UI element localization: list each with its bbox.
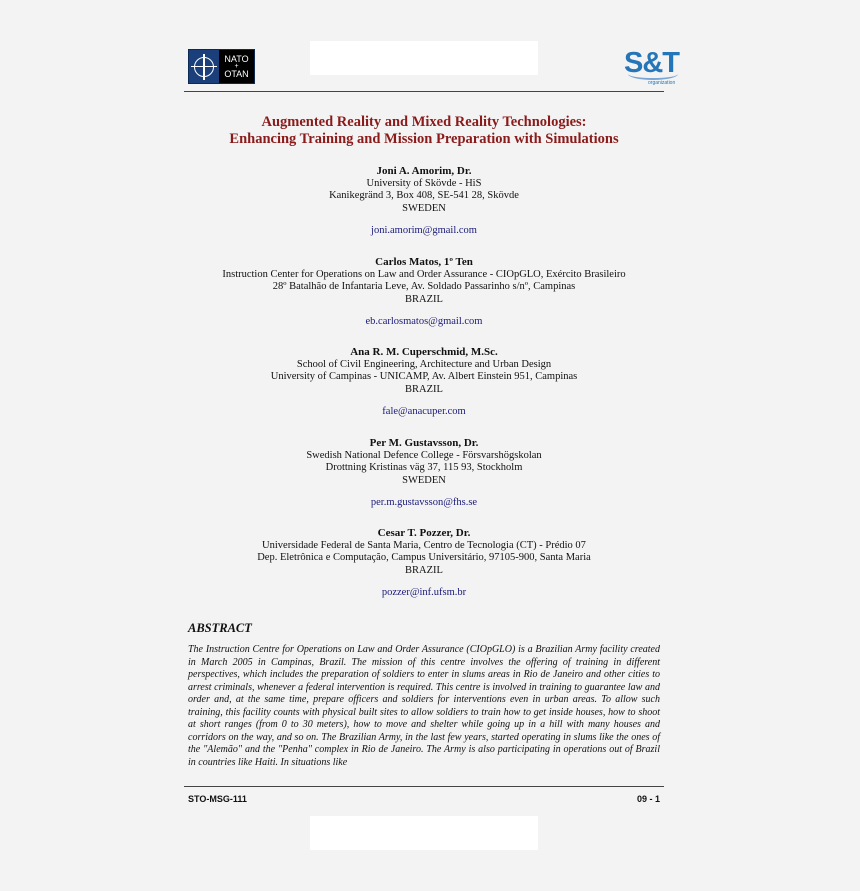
nato-logo-text — [219, 50, 254, 83]
nato-logo-plus: + — [234, 63, 239, 70]
author-name: Carlos Matos, 1º Ten — [375, 256, 473, 268]
author-email[interactable]: eb.carlosmatos@gmail.com — [365, 316, 483, 327]
author-block — [184, 346, 664, 397]
author-block — [184, 165, 664, 216]
author-block — [184, 527, 664, 578]
author-name: Per M. Gustavsson, Dr. — [369, 437, 479, 449]
author-address: 28º Batalhão de Infantaria Leve, Av. Soldado Passarinho s/nº, Campinas — [272, 281, 576, 293]
blank-box-bottom — [310, 816, 538, 850]
author-country: SWEDEN — [402, 203, 446, 215]
author-name: Joni A. Amorim, Dr. — [376, 165, 472, 177]
nato-logo — [188, 49, 255, 84]
paper-title-line2: Enhancing Training and Mission Preparation with Simulations — [229, 131, 619, 147]
author-country: BRAZIL — [405, 565, 443, 577]
footer-document-id: STO-MSG-111 — [188, 794, 247, 804]
nato-compass-icon — [189, 50, 219, 83]
footer-page-number: 09 - 1 — [636, 794, 660, 804]
sto-logo — [624, 48, 679, 87]
nato-logo-line2: OTAN — [224, 69, 249, 79]
paper-title-line1: Augmented Reality and Mixed Reality Technologies: — [261, 114, 587, 130]
sto-logo-subtext: organization — [648, 80, 676, 86]
author-affiliation: Instruction Center for Operations on Law and Order Assurance - CIOpGLO, Exército Brasileiro — [222, 268, 626, 280]
author-block — [184, 256, 664, 307]
author-email[interactable]: fale@anacuper.com — [382, 406, 466, 417]
footer-rule — [184, 786, 664, 787]
author-affiliation: Universidade Federal de Santa Maria, Centro de Tecnologia (CT) - Prédio 07 — [262, 539, 586, 551]
abstract-body: The Instruction Centre for Operations on Law and Order Assurance (CIOpGLO) is a Brazilian Army facility created in March 2005 in Campinas, Brazil. The mission of this centre involves the offering of training in different perspectives, which includes the preparation of soldiers to enter in slums areas in Rio de Janeiro and other cities to arrest criminals, whenever a federal intervention is required. This centre is involved in training to guarantee law and order and, at the same time, prepare officers and soldiers for interventions even in urban areas. To allow such training, this facility counts with physical built sites to allow soldiers to train how to get inside houses, how to shoot at short ranges (from 0 to 30 meters), how to move and shelter while going up in a hill with many houses and corridors on the way, and so on. The Brazilian Army, in the last few years, started operating in slums like the ones of the "Alemão" and the "Penha" complex in Rio de Janeiro. The Army is also participating in operations out of Brazil in countries like Haiti. In situations like — [188, 644, 660, 768]
author-address: Kanikegränd 3, Box 408, SE-541 28, Skövde — [329, 190, 519, 202]
author-affiliation: Swedish National Defence College - Försvarshögskolan — [306, 449, 542, 461]
nato-logo-line1: NATO — [224, 54, 249, 64]
blank-box-top — [310, 41, 538, 75]
sto-logo-mark: S&T — [624, 47, 679, 79]
author-email[interactable]: joni.amorim@gmail.com — [371, 225, 477, 236]
author-country: BRAZIL — [405, 384, 443, 396]
author-country: BRAZIL — [405, 294, 443, 306]
author-affiliation: University of Skövde - HiS — [366, 177, 482, 189]
author-address: University of Campinas - UNICAMP, Av. Albert Einstein 951, Campinas — [270, 371, 578, 383]
author-email[interactable]: per.m.gustavsson@fhs.se — [370, 497, 478, 508]
author-block — [184, 437, 664, 488]
author-email[interactable]: pozzer@inf.ufsm.br — [381, 587, 467, 598]
author-address: Drottning Kristinas väg 37, 115 93, Stockholm — [325, 462, 523, 474]
author-affiliation: School of Civil Engineering, Architecture and Urban Design — [296, 358, 552, 370]
header-rule — [184, 91, 664, 92]
abstract-heading: ABSTRACT — [188, 621, 252, 635]
author-name: Cesar T. Pozzer, Dr. — [377, 527, 471, 539]
author-name: Ana R. M. Cuperschmid, M.Sc. — [350, 346, 498, 358]
author-country: SWEDEN — [402, 475, 446, 487]
author-address: Dep. Eletrônica e Computação, Campus Universitário, 97105-900, Santa Maria — [257, 552, 591, 564]
sto-logo-swoosh — [628, 68, 678, 80]
